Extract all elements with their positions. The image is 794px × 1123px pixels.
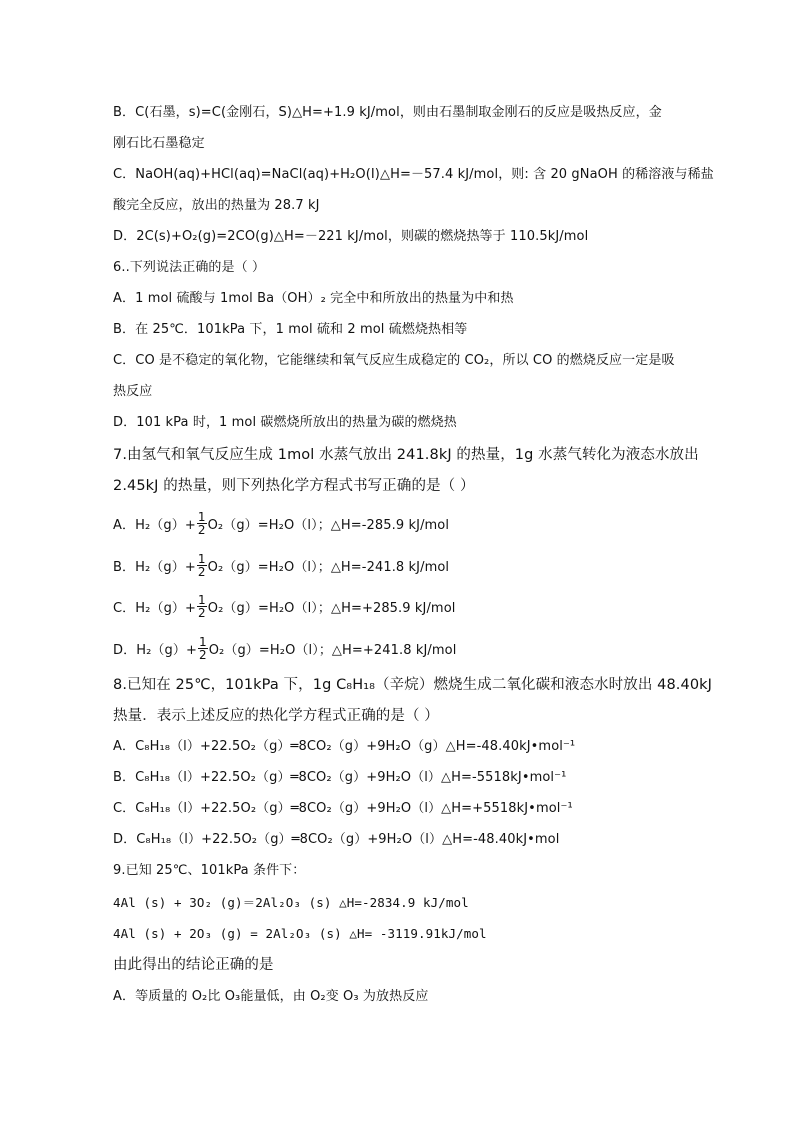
q7-option-c	[113, 593, 693, 621]
fraction-numerator: 1	[197, 510, 206, 524]
q7-option-c-suffix: O₂（g）=H₂O（l）；△H=+285.9 kJ/mol	[207, 601, 456, 616]
fraction-denominator: 2	[197, 523, 206, 537]
q7-option-a	[113, 510, 693, 538]
q6-option-b: B．在 25℃．101kPa 下，1 mol 硫和 2 mol 硫燃烧热相等	[113, 322, 468, 337]
fraction-denominator: 2	[198, 606, 206, 620]
q9-conclusion-prompt: 由此得出的结论正确的是	[113, 957, 274, 973]
q6-option-c-line1: C．CO 是不稳定的氧化物，它能继续和氧气反应生成稳定的 CO₂，所以 CO 的燃烧反应一定是吸	[113, 353, 675, 368]
q7-stem-line2: 2.45kJ 的热量，则下列热化学方程式书写正确的是（ ）	[113, 478, 475, 494]
fraction-denominator: 2	[197, 565, 206, 579]
q5-option-c-line2: 酸完全反应，放出的热量为 28.7 kJ	[113, 198, 320, 213]
q6-option-a: A．1 mol 硫酸与 1mol Ba（OH）₂ 完全中和所放出的热量为中和热	[113, 291, 514, 306]
q5-option-b-line1: B．C(石墨，s)=C(金刚石，S)△H=+1.9 kJ/mol，则由石墨制取金刚石的反应是吸热反应，金	[113, 105, 662, 120]
q6-stem: 6..下列说法正确的是（ ）	[113, 260, 266, 275]
q7-option-d	[113, 635, 693, 663]
q7-option-d-prefix: D．H₂（g）+	[113, 643, 197, 658]
q5-option-b-line2: 刚石比石墨稳定	[113, 136, 205, 151]
q8-option-d: D．C₈H₁₈（l）+22.5O₂（g）═8CO₂（g）+9H₂O（l）△H=-48.40kJ•mol	[113, 832, 560, 847]
q5-option-d: D．2C(s)+O₂(g)=2CO(g)△H=－221 kJ/mol，则碳的燃烧热等于 110.5kJ/mol	[113, 229, 589, 244]
q6-option-d: D．101 kPa 时，1 mol 碳燃烧所放出的热量为碳的燃烧热	[113, 415, 457, 430]
q8-stem-line2: 热量．表示上述反应的热化学方程式正确的是（ ）	[113, 708, 439, 724]
q9-stem: 9.已知 25℃、101kPa 条件下：	[113, 863, 306, 878]
q7-option-d-suffix: O₂（g）=H₂O（l）；△H=+241.8 kJ/mol	[208, 643, 457, 658]
q6-option-c-line2: 热反应	[113, 384, 153, 399]
q8-stem-line1: 8.已知在 25℃，101kPa 下，1g C₈H₁₈（辛烷）燃烧生成二氧化碳和液态水时放出 48.40kJ	[113, 677, 713, 693]
fraction-numerator: 1	[197, 552, 206, 566]
fraction-numerator: 1	[198, 593, 206, 607]
q7-option-b-suffix: O₂（g）=H₂O（l）；△H=-241.8 kJ/mol	[207, 560, 450, 575]
fraction-one-half	[198, 636, 208, 661]
q8-option-b: B．C₈H₁₈（l）+22.5O₂（g）═8CO₂（g）+9H₂O（l）△H=-5518kJ•mol⁻¹	[113, 770, 567, 785]
fraction-one-half	[197, 553, 207, 578]
fraction-one-half	[197, 594, 207, 619]
q7-option-a-suffix: O₂（g）=H₂O（l）；△H=-285.9 kJ/mol	[207, 518, 450, 533]
q9-option-a: A．等质量的 O₂比 O₃能量低，由 O₂变 O₃ 为放热反应	[113, 989, 429, 1004]
q9-equation-2: 4Al (s) + 2O₃ (g) = 2Al₂O₃ (s) △H= -3119.91kJ/mol	[113, 926, 487, 941]
q5-option-c-line1: C．NaOH(aq)+HCl(aq)=NaCl(aq)+H₂O(I)△H=－57.4 kJ/mol，则: 含 20 gNaOH 的稀溶液与稀盐	[113, 167, 714, 182]
q8-option-a: A．C₈H₁₈（l）+22.5O₂（g）═8CO₂（g）+9H₂O（g）△H=-48.40kJ•mol⁻¹	[113, 739, 576, 754]
q7-option-c-prefix: C．H₂（g）+	[113, 601, 197, 616]
q7-option-b-prefix: B．H₂（g）+	[113, 560, 196, 575]
q8-option-c: C．C₈H₁₈（l）+22.5O₂（g）═8CO₂（g）+9H₂O（l）△H=+5518kJ•mol⁻¹	[113, 801, 573, 816]
q9-equation-1: 4Al (s) + 3O₂ (g)＝2Al₂O₃ (s) △H=-2834.9 kJ/mol	[113, 895, 469, 910]
q7-stem-line1: 7.由氢气和氧气反应生成 1mol 水蒸气放出 241.8kJ 的热量，1g 水蒸气转化为液态水放出	[113, 447, 699, 463]
q7-option-a-prefix: A．H₂（g）+	[113, 518, 196, 533]
fraction-denominator: 2	[198, 648, 207, 662]
q7-option-b	[113, 552, 693, 580]
fraction-numerator: 1	[198, 635, 207, 649]
fraction-one-half	[197, 511, 207, 536]
